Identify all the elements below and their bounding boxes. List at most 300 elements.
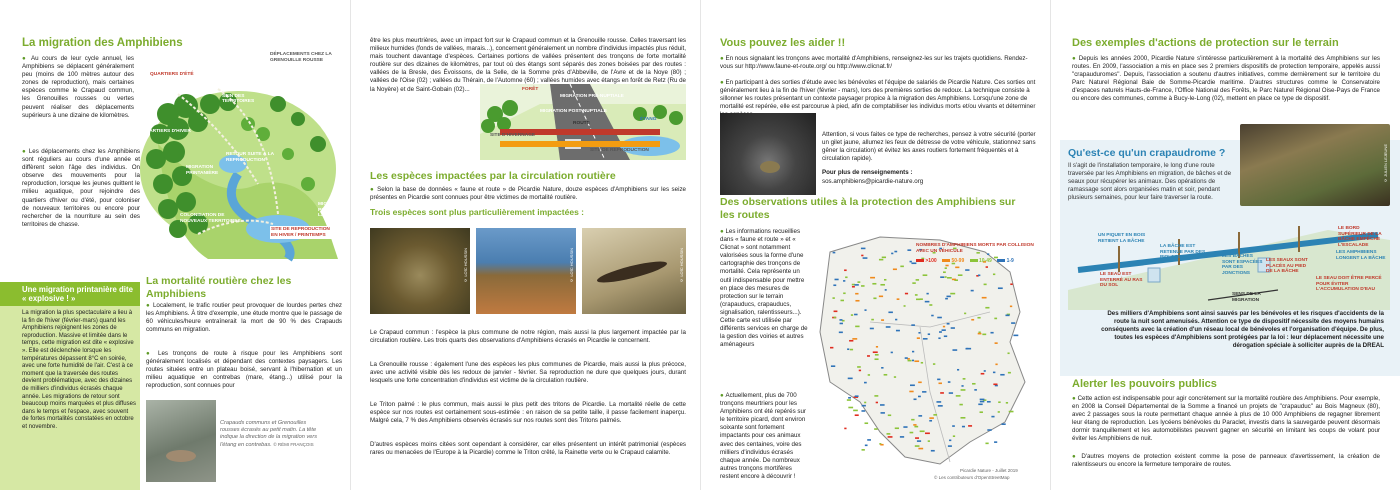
map-mortality-segment — [867, 439, 871, 441]
map-mortality-segment — [957, 369, 959, 371]
map-mortality-segment — [981, 373, 985, 375]
map-mortality-segment — [945, 276, 947, 278]
map-mortality-segment — [834, 311, 838, 313]
migration-paragraph-1: ● Au cours de leur cycle annuel, les Amphibiens se déplacent généralement peu (moins de 100 mètres autour des zones de reproduction), mais certaines espèces comme le Crapaud commun, les Grenouilles rousses ou vertes peuvent réaliser des déplacements supérieurs à une dizaine de kilomètres. — [22, 55, 134, 119]
map-mortality-segment — [933, 414, 937, 416]
map-mortality-segment — [953, 435, 955, 437]
map-mortality-segment — [960, 417, 965, 419]
map-mortality-segment — [879, 296, 883, 298]
fig-label-post: MIGRATION POST-NUPTIALE — [540, 109, 607, 114]
map-mortality-segment — [852, 338, 857, 340]
contact-label: Pour plus de renseignements : — [822, 169, 913, 176]
map-mortality-segment — [962, 426, 965, 428]
map-mortality-segment — [894, 376, 896, 378]
actions-paragraph-1: ● Depuis les années 2000, Picardie Nature s'intéresse particulièrement à la mortalité des Amphibiens sur les routes. En 2009, l'association a mis en place ses 2 premiers dispositifs de protection temporaire, appelés aussi "crapauduromes". Depuis, l'association a soutenu d'autres initiatives, comme dernièrement sur le territoire du Parc Naturel Régional Baie de Somme-Picardie maritime. D'autres structures comme le Conservatoire d'espaces naturels Hauts-de-France, l'Office National des Forêts, le Parc Naturel Régional Oise-Pays de France ou encore des communes, comme à Bucy-le-Long (02), mettent en place ce type de dispositif. — [1072, 55, 1380, 103]
toad-photo: © LOÏC HOUSSIN — [370, 228, 470, 314]
map-mortality-segment — [875, 354, 879, 356]
photo-caption: Crapauds communs et Grenouilles rousses écrasés au petit matin. La tête indique la direction de la migration vers l'étang en contrebas. © RÉMI FRANÇOIS — [220, 420, 318, 448]
map-mortality-segment — [852, 286, 855, 288]
map-mortality-segment — [835, 279, 839, 281]
map-mortality-segment — [855, 414, 859, 416]
map-mortality-segment — [833, 252, 836, 254]
map-mortality-segment — [998, 411, 1000, 413]
map-mortality-segment — [1000, 374, 1004, 376]
map-mortality-segment — [894, 251, 897, 253]
actions-title: Des exemples d'actions de protection sur le terrain — [1072, 37, 1339, 49]
map-mortality-segment — [1005, 315, 1009, 317]
night-road-photo — [720, 113, 816, 195]
crapaudrome-text: Il s'agit de l'installation temporaire, le long d'une route traversée par les Amphibiens en migration, de bâches et de seaux pour récupérer les animaux. Des opérations de ramassage sont alors organisées matin et soir, pendant plusieurs semaines, pour leur faire traverser la route. — [1068, 162, 1232, 202]
map-mortality-segment — [942, 329, 946, 331]
map-mortality-segment — [849, 340, 853, 342]
map-mortality-segment — [961, 385, 963, 387]
map-mortality-segment — [952, 425, 955, 427]
map-mortality-segment — [872, 283, 876, 285]
map-mortality-segment — [912, 282, 915, 284]
map-mortality-segment — [873, 297, 876, 299]
diag-label-migration: SENS DE LA MIGRATION — [1232, 292, 1261, 303]
map-mortality-segment — [966, 348, 971, 350]
map-mortality-segment — [918, 332, 920, 334]
map-mortality-segment — [870, 277, 875, 279]
map-mortality-segment — [888, 436, 893, 438]
map-mortality-segment — [956, 395, 961, 397]
map-mortality-segment — [864, 309, 866, 311]
mortality-paragraph-1: ● Localement, le trafic routier peut provoquer de lourdes pertes chez les Amphibiens. À titre d'exemple, une étude montre que le passage de 60 véhicules/heure entraînerait la mort de 90 % des Crapauds communs en migration. — [146, 302, 342, 334]
map-mortality-segment — [931, 450, 935, 452]
map-mortality-segment — [991, 416, 994, 418]
map-mortality-segment — [830, 347, 833, 349]
map-mortality-segment — [855, 395, 859, 397]
contact-email[interactable]: sos.amphibiens@picardie-nature.org — [822, 178, 924, 185]
map-mortality-segment — [985, 307, 989, 309]
map-mortality-segment — [940, 392, 944, 394]
map-mortality-segment — [845, 276, 847, 278]
map-mortality-segment — [952, 279, 956, 281]
spring-migration-box — [0, 282, 140, 490]
map-mortality-segment — [968, 425, 972, 427]
map-legend-title: NOMBRES D'AMPHIBIENS MORTS PAR COLLISION AVEC UN VÉHICULE — [916, 243, 1034, 254]
map-mortality-segment — [945, 298, 948, 300]
map-mortality-segment — [928, 440, 930, 442]
alert-paragraph-1: ● Cette action est indispensable pour agir concrètement sur la mortalité routière des Amphibiens. Pour exemple, en 2008 la Conseil Départemental de la Somme a financé un projets de "crapauduc" au Bois Magneux (80), avec 2 passages sous la route permettant chaque année à plus de 10 000 Amphibiens de regagner librement leur étang de reproduction. Les lycéens bénévoles du Paraclet, investis dans la sauvegarde peuvent désormais dormir tranquillement et les automobilistes peuvent gagner en sécurité en limitant les coups de volant pour éviter les Amphibiens de nuit. — [1072, 395, 1380, 443]
map-mortality-segment — [874, 395, 878, 397]
map-mortality-segment — [903, 426, 907, 428]
map-mortality-segment — [911, 419, 914, 421]
map-mortality-segment — [912, 360, 914, 362]
spring-box-text: La migration la plus spectaculaire a lieu à la fin de l'hiver (février-mars) quand les Amphibiens rejoignent les zones de reproduction. Massive et limitée dans le temps, cette migration est dite « explosive ». Elle est déclenchée lorsque les températures dépassent 8°C en soirée, avec une forte humidité de l'air. C'est à ce moment que la traversée des routes devient problématique, avec des dizaines de milliers d'individus écrasés chaque année. Les migrations de retour sont beaucoup moins marquées et plus diffuses dans le temps et l'espace, avec souvent de fortes mortalités constatées en octobre et novembre. — [22, 310, 136, 430]
map-mortality-segment — [929, 417, 934, 419]
map-mortality-segment — [1001, 423, 1005, 425]
map-mortality-segment — [844, 269, 847, 271]
map-mortality-segment — [865, 445, 868, 447]
migration-paragraph-2: ● Les déplacements chez les Amphibiens sont réguliers au cours d'une année et diffèrent selon l'âge des individus. On observe des mouvements pour la reproduction, lorsque les jeunes quittent le milieu aquatique, pour rejoindre des quartiers d'hiver ou d'été, pour coloniser de nouveaux territoires ou encore pour rechercher de la nourriture au sein des territoires de chasse. — [22, 148, 140, 228]
map-mortality-segment — [916, 279, 919, 281]
map-mortality-segment — [850, 349, 853, 351]
help-paragraph-2: ● En participant à des sorties d'étude avec les bénévoles et l'équipe de salariés de Picardie Nature. Ces sorties ont généralement lieu à la fin de l'hiver (février - mars), lors des premières sorties de redoux. La technique consiste à sillonner les routes présentant un contexte paysager propice à la migration des Amphibiens. Lorsqu'une zone de mortalité est repérée, elle est parcourue à pied, afin de comptabiliser les individus morts et/ou vivants et déterminer — [720, 79, 1036, 111]
map-mortality-segment — [915, 445, 920, 447]
diag-label-bucket: LE SEAU EST ENTERRÉ AU RAS DU SOL — [1100, 272, 1143, 289]
map-mortality-segment — [929, 304, 932, 306]
map-mortality-segment — [916, 299, 920, 301]
diag-label-tarp: LA BÂCHE EST RETENUE PAR DES PIQUETS — [1160, 244, 1206, 261]
map-mortality-segment — [865, 422, 869, 424]
map-mortality-segment — [854, 284, 858, 286]
alert-paragraph-2: ● D'autres moyens de protection existent comme la pose de panneaux d'avertissement, la création de ralentisseurs ou encore la fermeture temporaire de routes. — [1072, 453, 1380, 469]
map-mortality-segment — [982, 297, 987, 299]
map-mortality-segment — [1009, 411, 1014, 413]
newt-photo: © LOÏC HOUSSIN — [582, 228, 686, 314]
map-mortality-segment — [939, 331, 942, 333]
diagram-label-grenouille: DÉPLACEMENTS CHEZ LA GRENOUILLE ROUSSE — [270, 52, 332, 63]
map-mortality-segment — [834, 317, 836, 319]
map-mortality-segment — [980, 411, 983, 413]
crushed-amphibians-photo — [146, 400, 216, 482]
map-mortality-segment — [958, 274, 963, 276]
species-newt: Le Triton palmé : le plus commun, mais aussi le plus petit des tritons de Picardie. La mortalité réelle de cette espèce sur nos routes est certainement sous-estimée : en raison de sa petite taille, il passe facilement inaperçu. Malgré cela, 7 % des Amphibiens observés écrasés sur nos routes sont des Tritons palmés. — [370, 401, 686, 425]
map-mortality-segment — [952, 349, 957, 351]
map-mortality-segment — [943, 271, 946, 273]
map-mortality-segment — [895, 319, 897, 321]
map-mortality-segment — [922, 391, 926, 393]
map-mortality-segment — [915, 437, 919, 439]
map-mortality-segment — [937, 317, 942, 319]
map-mortality-segment — [871, 319, 874, 321]
picardy-mortality-map — [810, 232, 1036, 474]
map-mortality-segment — [987, 429, 991, 431]
map-mortality-segment — [862, 405, 866, 407]
map-mortality-segment — [985, 443, 988, 445]
map-mortality-segment — [920, 430, 925, 432]
map-mortality-segment — [944, 335, 947, 337]
map-mortality-segment — [861, 285, 865, 287]
map-mortality-segment — [844, 428, 846, 430]
map-mortality-segment — [921, 362, 923, 364]
map-mortality-segment — [880, 284, 885, 286]
map-mortality-segment — [911, 324, 915, 326]
map-mortality-segment — [914, 426, 918, 428]
map-mortality-segment — [955, 267, 959, 269]
legend-swatch-1 — [997, 259, 1005, 262]
legend-swatch-10 — [970, 259, 978, 262]
map-mortality-segment — [918, 381, 922, 383]
map-mortality-segment — [893, 268, 897, 270]
frog-photo: © LOÏC HOUSSIN — [476, 228, 576, 314]
map-mortality-segment — [886, 326, 891, 328]
diag-label-drain: LE SEAU DOIT ÊTRE PERCÉ POUR ÉVITER L'ACCUMULATION D'EAU — [1316, 276, 1382, 293]
map-mortality-segment — [907, 249, 911, 251]
map-mortality-segment — [1008, 372, 1011, 374]
map-mortality-segment — [831, 365, 835, 367]
map-mortality-segment — [977, 317, 980, 319]
legend-swatch-100 — [916, 259, 924, 262]
map-mortality-segment — [839, 332, 843, 334]
map-mortality-segment — [978, 404, 982, 406]
map-mortality-segment — [986, 266, 988, 268]
map-mortality-segment — [832, 297, 834, 299]
map-mortality-segment — [881, 367, 883, 369]
mortality-paragraph-2: ● Les tronçons de route à risque pour les Amphibiens sont généralement localisés et dépendant des contextes paysagers. Les routes situées entre un plateau boisé, servant à l'hibernation et un milieu aquatique en contrebas (mare, étang...) utilisé pour la reproduction, sont connues pour — [146, 350, 342, 390]
map-mortality-segment — [848, 407, 853, 409]
map-mortality-segment — [945, 265, 948, 267]
diagram-label-spring: MIGRATION PRINTANIÈRE — [186, 165, 219, 176]
map-mortality-segment — [843, 292, 845, 294]
crapaudrome-title: Qu'est-ce qu'un crapaudrome ? — [1068, 147, 1226, 159]
help-warning: Attention, si vous faites ce type de recherches, pensez à votre sécurité (porter un gilet jaune, allumez les feux de détresse de votre véhicule, stationnez sans gêner la circulation) et évitez les axes routiers fortement fréquentés et à circulation rapide). — [822, 131, 1036, 163]
map-mortality-segment — [884, 279, 886, 281]
fig-label-hibernation: SITE D'HIVERNAGE — [490, 133, 536, 138]
map-mortality-segment — [855, 293, 858, 295]
map-mortality-segment — [925, 301, 930, 303]
map-mortality-segment — [905, 357, 908, 359]
map-mortality-segment — [1010, 306, 1012, 308]
map-mortality-segment — [912, 351, 914, 353]
map-mortality-segment — [887, 433, 891, 435]
map-mortality-segment — [998, 287, 1003, 289]
map-mortality-segment — [857, 281, 860, 283]
map-mortality-segment — [840, 323, 843, 325]
map-mortality-segment — [1006, 402, 1008, 404]
map-mortality-segment — [933, 363, 935, 365]
alert-title: Alerter les pouvoirs publics — [1072, 378, 1217, 390]
diag-label-stake: UN PIQUET EN BOIS RETIENT LA BÂCHE — [1098, 233, 1146, 244]
map-mortality-segment — [910, 261, 912, 263]
map-mortality-segment — [928, 333, 930, 335]
map-mortality-segment — [937, 379, 940, 381]
map-mortality-segment — [881, 412, 885, 414]
map-mortality-segment — [861, 410, 865, 412]
map-legend: >100 50-99 10-49 1-9 — [916, 258, 1036, 264]
diagram-label-post-larval: MIGRATION POST-LARVAIRE — [318, 202, 346, 219]
species-title: Les espèces impactées par la circulation routière — [370, 170, 616, 182]
map-mortality-segment — [839, 319, 842, 321]
map-mortality-segment — [1011, 322, 1015, 324]
map-mortality-segment — [847, 348, 849, 350]
observations-paragraph-1: ● Les informations recueillies dans « faune et route » et « Clicnat » sont notamment valorisées sous la forme d'une cartographie des tronçons de mortalité. Cela représente un outil indispensable pour mettre en place des mesures de protection sur le terrain (crapauducs, crapauducs, signalisation, ralentisseurs...). Cette carte est utilisée par différents services en charge de la gestion des voiries et autres aménageurs — [720, 228, 808, 349]
help-title: Vous pouvez les aider !! — [720, 37, 846, 49]
map-credit: Picardie Nature - Juillet 2019 — [960, 468, 1018, 473]
map-mortality-segment — [864, 382, 867, 384]
map-mortality-segment — [862, 449, 865, 451]
fig-label-pond: ÉTANG — [640, 117, 657, 122]
diagram-label-colonize: COLONISATION DE NOUVEAUX TERRITOIRES — [180, 213, 241, 224]
map-mortality-segment — [929, 420, 932, 422]
map-mortality-segment — [867, 355, 870, 357]
diag-label-bucket-foot: LES SEAUX SONT PLACÉS AU PIED DE LA BÂCHE — [1266, 258, 1308, 275]
map-mortality-segment — [1013, 335, 1018, 337]
map-mortality-segment — [980, 401, 985, 403]
spring-box-title: Une migration printanière dite « explosive ! » — [22, 285, 133, 303]
map-mortality-segment — [885, 289, 887, 291]
map-mortality-segment — [847, 399, 851, 401]
map-mortality-segment — [982, 334, 986, 336]
map-mortality-segment — [923, 338, 928, 340]
map-mortality-segment — [910, 384, 915, 386]
map-mortality-segment — [879, 259, 883, 261]
map-mortality-segment — [945, 267, 947, 269]
diagram-label-autumn: MIGRATION AUTOMNALE — [166, 84, 197, 95]
map-mortality-segment — [848, 378, 853, 380]
map-mortality-segment — [961, 389, 966, 391]
map-mortality-segment — [946, 296, 950, 298]
species-toad: Le Crapaud commun : l'espèce la plus commune de notre région, mais aussi la plus largement impactée par la circulation routière. Les trois quarts des observations d'Amphibiens écrasés en Picardie le concernent. — [370, 329, 686, 345]
map-mortality-segment — [965, 269, 969, 271]
diagram-label-repro-site: SITE DE REPRODUCTION EN HIVER / PRINTEMPS — [270, 226, 332, 239]
map-mortality-segment — [895, 427, 899, 429]
map-mortality-segment — [859, 370, 861, 372]
map-mortality-segment — [888, 414, 891, 416]
map-mortality-segment — [874, 428, 877, 430]
fig-label-road: ROUTE — [573, 121, 590, 126]
map-mortality-segment — [897, 298, 900, 300]
map-mortality-segment — [857, 366, 861, 368]
map-mortality-segment — [995, 342, 998, 344]
map-mortality-segment — [938, 405, 943, 407]
map-mortality-segment — [833, 284, 836, 286]
map-mortality-segment — [909, 391, 913, 393]
diagram-label-winter: QUARTIERS D'HIVER — [142, 129, 191, 134]
map-mortality-segment — [984, 284, 987, 286]
map-mortality-segment — [931, 315, 933, 317]
diagram-label-feeding: ALIMENTATION AU SEIN DES TERRITOIRES — [222, 88, 266, 105]
map-mortality-segment — [971, 319, 974, 321]
species-others: D'autres espèces moins citées sont cependant à considérer, car elles présentent un intérêt patrimonial (espèces rares ou menacées de l'Europe à la Picardie) comme le Triton crêté, la Rainette verte ou le Crapaud calamite. — [370, 441, 686, 457]
map-mortality-segment — [959, 404, 962, 406]
map-mortality-segment — [855, 300, 859, 302]
map-mortality-segment — [978, 333, 982, 335]
map-mortality-segment — [853, 410, 858, 412]
map-mortality-segment — [913, 424, 916, 426]
observations-title: Des observations utiles à la protection des Amphibiens sur les routes — [720, 196, 1016, 221]
map-mortality-segment — [855, 326, 859, 328]
map-mortality-segment — [864, 402, 866, 404]
map-mortality-segment — [947, 323, 950, 325]
map-mortality-segment — [888, 312, 892, 314]
map-mortality-segment — [1008, 352, 1010, 354]
species-intro: ● Selon la base de données « faune et route » de Picardie Nature, douze espèces d'Amphibiens sur les seize présentes en Picardie sont connues pour être victimes de mortalité routière. — [370, 186, 686, 202]
diagram-label-summer: QUARTIERS D'ÉTÉ — [148, 71, 203, 79]
map-mortality-segment — [917, 440, 921, 442]
map-mortality-segment — [868, 374, 870, 376]
map-mortality-segment — [998, 401, 1000, 403]
map-mortality-segment — [876, 346, 878, 348]
map-mortality-segment — [926, 293, 928, 295]
map-mortality-segment — [917, 337, 920, 339]
map-mortality-segment — [978, 275, 980, 277]
map-mortality-segment — [905, 293, 908, 295]
fig-label-forest: FORÊT — [522, 87, 539, 92]
map-mortality-segment — [993, 383, 997, 385]
map-mortality-segment — [947, 277, 952, 279]
map-mortality-segment — [904, 305, 906, 307]
map-mortality-segment — [914, 398, 917, 400]
map-mortality-segment — [915, 294, 918, 296]
map-mortality-segment — [948, 445, 952, 447]
map-mortality-segment — [876, 402, 878, 404]
map-mortality-segment — [918, 396, 921, 398]
map-mortality-segment — [891, 253, 893, 255]
map-mortality-segment — [971, 290, 974, 292]
map-mortality-segment — [993, 372, 995, 374]
map-mortality-segment — [943, 326, 945, 328]
map-mortality-segment — [949, 440, 951, 442]
map-osm-credit: © Les contributeurs d'OpenStreetMap — [934, 475, 1010, 480]
crapaudrome-results: Des milliers d'Amphibiens sont ainsi sauvés par les bénévoles et les risques d'accidents de la route la nuit sont amenuisés. Attention ce type de dispositif nécessite des moyens humains conséquents avec la création d'un réseau local de bénévoles et l'organisation d'équipe. De plus, toutes les espèces d'Amphibiens sont protégées par la loi : leur déplacement nécessite une dérogation spéciale à solliciter auprès de la DREAL — [1101, 310, 1384, 350]
map-mortality-segment — [936, 401, 941, 403]
map-mortality-segment — [994, 318, 997, 320]
map-mortality-segment — [918, 448, 923, 450]
map-mortality-segment — [974, 389, 977, 391]
help-paragraph-1: ● En nous signalant les tronçons avec mortalité d'Amphibiens, renseignez-les sur les trajets quotidiens. Rendez-vous sur http://www.faune-et-route.org/ ou http://www.clicnat.fr/ — [720, 55, 1028, 71]
map-mortality-segment — [949, 392, 953, 394]
volunteers-photo: © JULIEN LEJEUNE — [1240, 124, 1390, 206]
diag-label-follow: LES AMPHIBIENS LONGENT LA BÂCHE — [1336, 250, 1386, 261]
map-mortality-segment — [910, 432, 914, 434]
map-mortality-segment — [980, 399, 985, 401]
map-mortality-segment — [873, 351, 878, 353]
map-mortality-segment — [900, 266, 904, 268]
species-subtitle: Trois espèces sont plus particulièrement impactées : — [370, 207, 584, 217]
map-mortality-segment — [964, 313, 966, 315]
map-mortality-segment — [1010, 283, 1012, 285]
map-mortality-segment — [861, 248, 866, 250]
legend-swatch-50 — [942, 259, 950, 262]
map-mortality-segment — [854, 314, 858, 316]
map-mortality-segment — [841, 300, 844, 302]
map-mortality-segment — [881, 319, 884, 321]
map-mortality-segment — [882, 257, 886, 259]
map-mortality-segment — [938, 382, 941, 384]
map-mortality-segment — [900, 436, 904, 438]
fig-label-repro: SITE DE REPRODUCTION — [590, 148, 649, 153]
map-mortality-segment — [972, 383, 975, 385]
diagram-label-return: RETOUR SUITE À LA REPRODUCTION — [226, 152, 274, 163]
diag-label-edge: LE BORD SUPÉRIEUR DE LA BÂCHE EMPÊCHE L'ESCALADE — [1338, 226, 1382, 248]
map-mortality-segment — [861, 255, 863, 257]
map-mortality-segment — [880, 404, 885, 406]
map-mortality-segment — [863, 257, 868, 259]
map-mortality-segment — [925, 432, 930, 434]
map-mortality-segment — [896, 330, 900, 332]
map-mortality-segment — [987, 401, 991, 403]
map-mortality-segment — [870, 328, 874, 330]
species-frog: La Grenouille rousse : également l'une des espèces les plus communes de Picardie, mais aussi la plus précoce, avec une activité visible dès les redoux de janvier - février. Sa reproduction ne dure que quelques jours, durant lesquels une forte concentration d'individus est victime de la circulation routière. — [370, 361, 686, 385]
map-mortality-segment — [908, 360, 912, 362]
map-mortality-segment — [923, 274, 928, 276]
map-mortality-segment — [951, 327, 955, 329]
map-mortality-segment — [938, 337, 940, 339]
map-mortality-segment — [990, 332, 993, 334]
map-mortality-segment — [963, 378, 966, 380]
map-mortality-segment — [880, 444, 883, 446]
observations-paragraph-2a: ● Actuellement, plus de 700 tronçons meurtriers pour les Amphibiens ont été repérés sur le territoire picard, dont environ soixante sont fortement impactants pour ces animaux avec des centaines, voire des milliers d'individus écrasés chaque année. De nombreux autres tronçons mortifères restent encore à découvrir ! — [720, 392, 806, 480]
map-mortality-segment — [843, 280, 845, 282]
map-mortality-segment — [891, 352, 893, 354]
map-mortality-segment — [884, 374, 888, 376]
map-mortality-segment — [851, 314, 853, 316]
map-mortality-segment — [918, 415, 922, 417]
map-mortality-segment — [995, 364, 997, 366]
mortality-title: La mortalité routière chez les Amphibiens — [146, 275, 292, 300]
map-mortality-segment — [948, 381, 951, 383]
map-mortality-segment — [875, 358, 879, 360]
map-mortality-segment — [993, 273, 995, 275]
diag-label-junction: LES BÂCHES SONT ESPACÉES PAR DES JONCTIONS — [1222, 254, 1263, 276]
migration-title: La migration des Amphibiens — [22, 37, 183, 49]
roads-intro-top: être les plus meurtrières, avec un impact fort sur le Crapaud commun et la Grenouille rousse. Celles traversant les milieux humides (fonds de vallées, marais...), concernent généralement un nombre d'individus impactés plus réduit, mais touchent davantage d'espèces. Certaines portions de vallées présentent des tronçons de forte mortalité routière sur des dizaines de kilomètres, par tout où des étangs sont séparés des zones boisées par des routes : vallées de la Bresle, des Évoissons, de la Selle, de la Somme près d'Abbeville, de l'Avre et de la Noye (80) ; vallées de l'Oise (02) ; vallées du Thérain, de l'Automne (60) ; vallées humides avec étangs en forêt de Retz (Ru de la Noyère) et de Saint-Gobain (02)... — [370, 37, 686, 93]
map-mortality-segment — [940, 276, 944, 278]
map-mortality-segment — [994, 441, 997, 443]
